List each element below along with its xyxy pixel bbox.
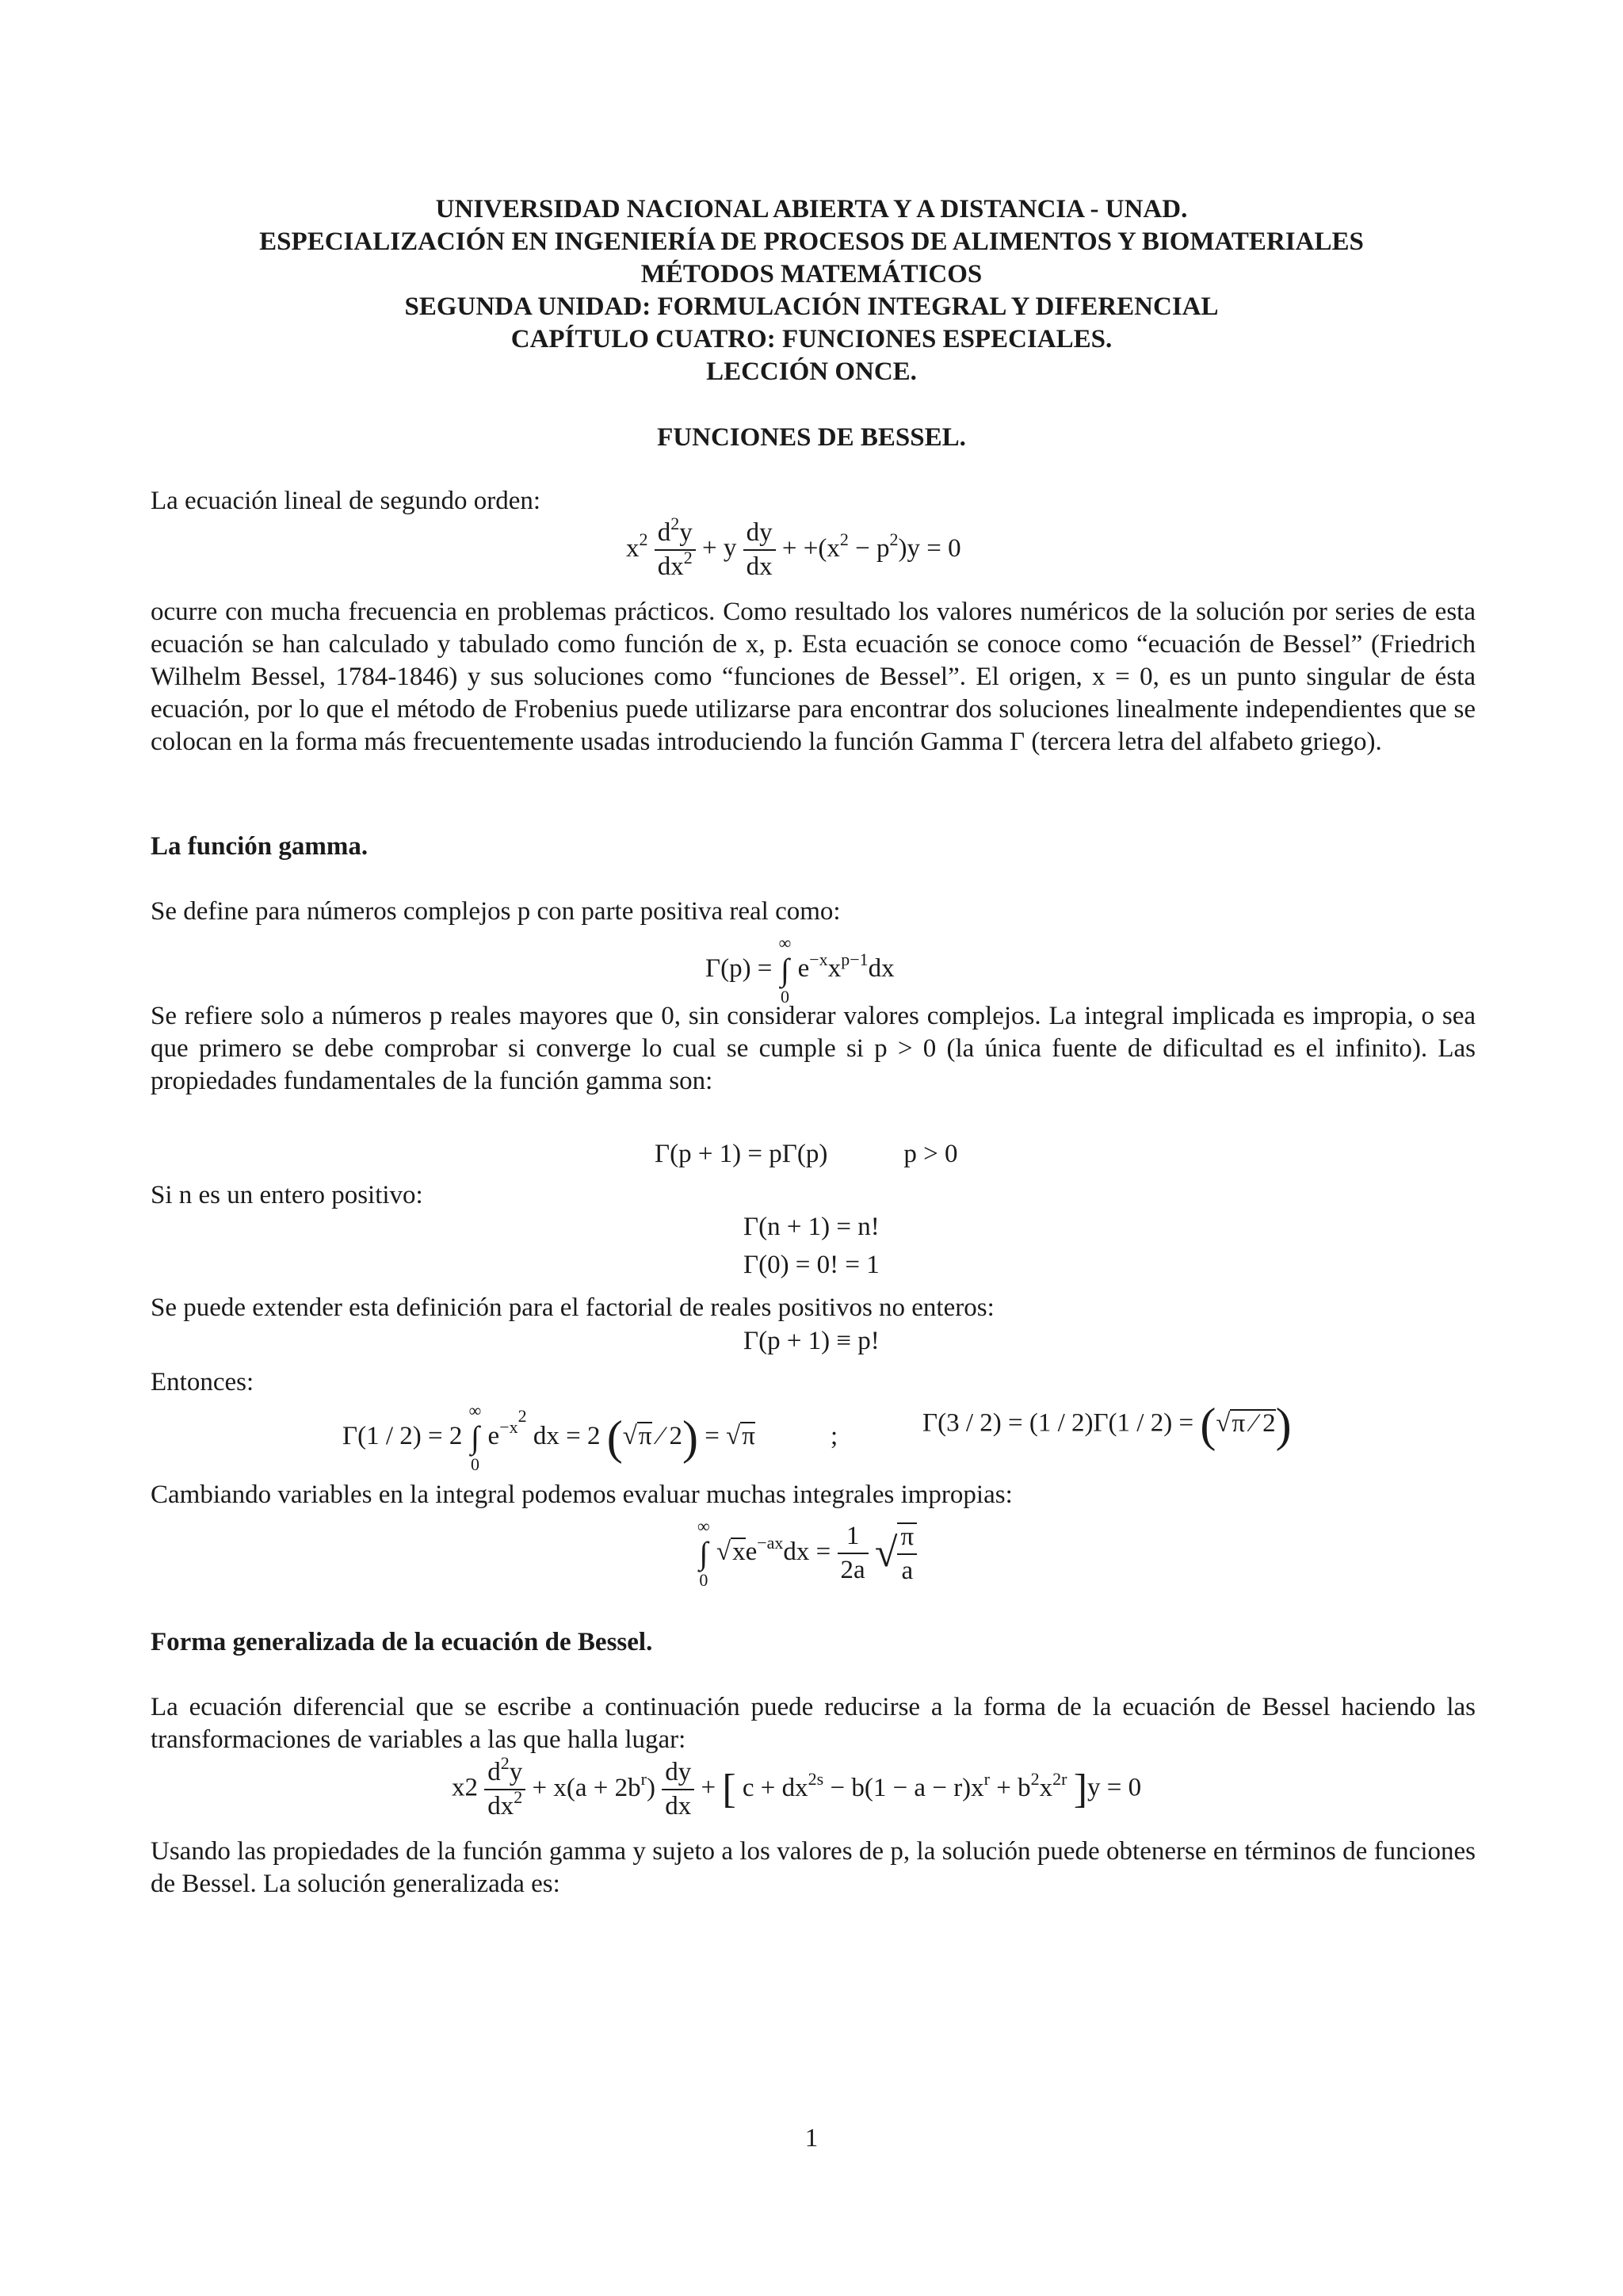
header-program: ESPECIALIZACIÓN EN INGENIERÍA DE PROCESOS DE ALIMENTOS Y BIOMATERIALES [259,227,1364,256]
gamma-heading: La función gamma. [151,832,369,861]
change-variables-text: Cambiando variables en la integral podemos evaluar muchas integrales impropias: [151,1480,1013,1509]
gamma-definition-equation: Γ(p) = ∞ ∫ 0 $e^{-x}x^{p-1}dx$ [705,933,895,1007]
gamma-recurrence-equation: Γ(p + 1) = pΓ(p) p > 0 [655,1140,958,1168]
general-form-heading: Forma generalizada de la ecuación de Bessel. [151,1628,653,1656]
document-header [0,193,1623,388]
page-number: 1 [804,2124,819,2153]
intro-text: La ecuación lineal de segundo orden: [151,487,541,515]
generalized-bessel-equation: x2 $\frac{d^2y}{dx^2}$ + $x(a + 2b^r)$ $\frac{dy}{dx}$ + [ $c + dx^{2s} - b(1 - a - r)x^r + b^2x^{2r}$ ]y = 0 [452,1753,1142,1820]
extend-text: Se puede extender esta definición para el factorial de reales positivos no enteros: [151,1293,995,1322]
gamma-extension-equation: Γ(p + 1) ≡ p! [743,1327,880,1355]
entonces-text: Entonces: [151,1368,254,1396]
header-chapter: CAPÍTULO CUATRO: FUNCIONES ESPECIALES. [510,325,1113,353]
improper-integral-equation: ∞ ∫ 0 $√xe^{-ax}dx$ = $\frac{1}{2a}$ √ $\frac{\pi}{a}$ [697,1517,917,1590]
bessel-equation: $x^2$ $\frac{d^2y}{dx^2}$ + y $\frac{dy}{dx}$ + $+(x^2 - p^2)y = 0$ [626,514,961,581]
gamma-factorial-equation: Γ(n + 1) = n! [743,1213,880,1241]
header-lesson: LECCIÓN ONCE. [706,357,917,386]
gamma-zero-equation: Γ(0) = 0! = 1 [743,1251,880,1279]
header-course: MÉTODOS MATEMÁTICOS [640,260,983,288]
header-university: UNIVERSIDAD NACIONAL ABIERTA Y A DISTANCIA - UNAD. [435,195,1188,223]
equation-separator: ; [831,1422,838,1450]
gamma-half-equation: Γ(1 / 2) = 2 ∞ ∫ 0 $e^{-x^2}$ dx = 2 (√π ⁄ 2) = √π [342,1400,755,1475]
general-form-intro: La ecuación diferencial que se escribe a continuación puede reducirse a la forma de la ecuación de Bessel haciendo las transformaciones de variables a las que halla lugar: [151,1693,1476,1754]
gamma-definition-intro: Se define para números complejos p con parte positiva real como: [151,897,841,926]
gamma-three-halves-equation: Γ(3 / 2) = (1 / 2)Γ(1 / 2) = (√π ⁄ 2) [922,1399,1292,1451]
gamma-paragraph: Se refiere solo a números p reales mayores que 0, sin considerar valores complejos. La integral implicada es impropia, o sea que primero se debe comprobar si converge lo cual se cumple si p > 0 (la única fuente de dificultad es el infinito). Las propiedades fundamentales de la función gamma son: [151,1002,1476,1095]
bessel-paragraph: ocurre con mucha frecuencia en problemas prácticos. Como resultado los valores numéricos de la solución por series de esta ecuación se han calculado y tabulado como función de x, p. Esta ecuación se conoce como “ecuación de Bessel” (Friedrich Wilhelm Bessel, 1784-1846) y sus soluciones como “funciones de Bessel”. El origen, x = 0, es un punto singular de ésta ecuación, por lo que el método de Frobenius puede utilizarse para encontrar dos soluciones linealmente independientes que se colocan en la forma más frecuentemente usadas introduciendo la función Gamma Γ (tercera letra del alfabeto griego). [151,598,1476,756]
integer-intro: Si n es un entero positivo: [151,1181,423,1209]
header-unit: SEGUNDA UNIDAD: FORMULACIÓN INTEGRAL Y DIFERENCIAL [404,292,1219,321]
section-title: FUNCIONES DE BESSEL. [657,423,966,452]
general-form-closing: Usando las propiedades de la función gamma y sujeto a los valores de p, la solución puede obtenerse en términos de funciones de Bessel. La solución generalizada es: [151,1837,1476,1898]
